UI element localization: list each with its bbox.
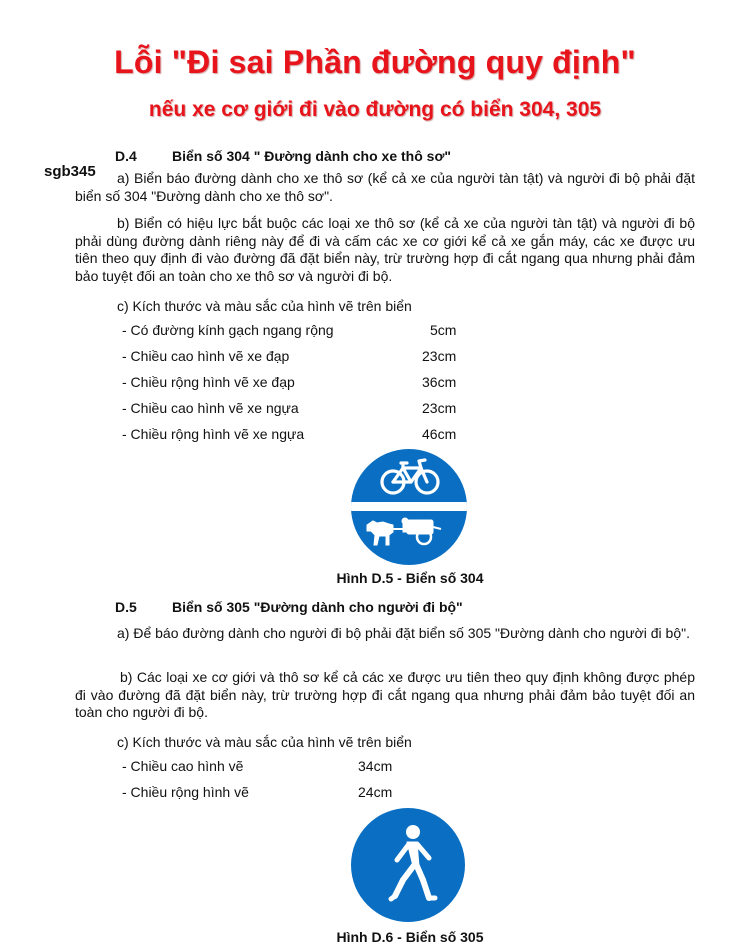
dim-row: - Chiều rộng hình vẽ xe ngựa	[122, 426, 305, 442]
sign-305-image	[349, 806, 467, 924]
caption-305: Hình D.6 - Biển số 305	[336, 929, 484, 945]
dim-value: 23cm	[422, 348, 457, 364]
page-title: Lỗi "Đi sai Phần đường quy định"	[114, 44, 636, 80]
paragraph-305-c: c) Kích thước và màu sắc của hình vẽ trên biển	[117, 734, 412, 750]
section-code-304: D.4	[115, 148, 137, 164]
dim-value: 46cm	[422, 426, 457, 442]
section-code-305: D.5	[115, 599, 137, 615]
watermark-label: sgb345	[44, 163, 96, 180]
sign-304-divider	[349, 502, 469, 511]
paragraph-304-c: c) Kích thước và màu sắc của hình vẽ trên biển	[117, 298, 412, 314]
sign-304-image	[349, 447, 469, 567]
dim-value: 23cm	[422, 400, 457, 416]
caption-304: Hình D.5 - Biển số 304	[336, 570, 484, 586]
paragraph-305-b: b) Các loại xe cơ giới và thô sơ kể cả các xe được ưu tiên theo quy định không được phép đi vào đường đã đặt biển này, trừ trường hợp đi cắt ngang qua nhưng phải đảm bảo tuyệt đối an toàn cho người đi bộ.	[75, 669, 695, 720]
dim-value: 5cm	[430, 322, 457, 338]
dim-row: - Chiều rộng hình vẽ	[122, 784, 249, 800]
dim-row: - Chiều cao hình vẽ	[122, 758, 244, 774]
section-heading-304: Biển số 304 " Đường dành cho xe thô sơ"	[172, 148, 452, 164]
paragraph-305-a: a) Để báo đường dành cho người đi bộ phải đặt biển số 305 "Đường dành cho người đi bộ".	[117, 625, 690, 641]
sign-305-disc	[351, 808, 465, 922]
dim-row: - Chiều cao hình vẽ xe đạp	[122, 348, 290, 364]
dim-value: 24cm	[358, 784, 393, 800]
dim-value: 36cm	[422, 374, 457, 390]
dim-row: - Chiều cao hình vẽ xe ngựa	[122, 400, 299, 416]
dim-row: - Có đường kính gạch ngang rộng	[122, 322, 334, 338]
paragraph-304-a: a) Biển báo đường dành cho xe thô sơ (kể cả xe của người tàn tật) và người đi bộ phải đặt biển số 304 "Đường dành cho xe thô sơ".	[75, 170, 695, 204]
dim-row: - Chiều rộng hình vẽ xe đạp	[122, 374, 295, 390]
paragraph-304-b: b) Biển có hiệu lực bắt buộc các loại xe thô sơ (kể cả xe của người tàn tật) và người đi bộ phải dùng đường dành riêng này để đi và cấm các xe cơ giới kể cả xe gắn máy, các xe được ưu tiên theo quy định đi vào đường đã đặt biển này, trừ trường hợp đi cắt ngang qua nhưng phải đảm bảo tuyệt đối an toàn cho xe thô sơ và người đi bộ.	[75, 215, 695, 284]
section-heading-305: Biển số 305 "Đường dành cho người đi bộ"	[172, 599, 463, 615]
dim-value: 34cm	[358, 758, 393, 774]
page-subtitle: nếu xe cơ giới đi vào đường có biển 304, 305	[148, 98, 602, 121]
